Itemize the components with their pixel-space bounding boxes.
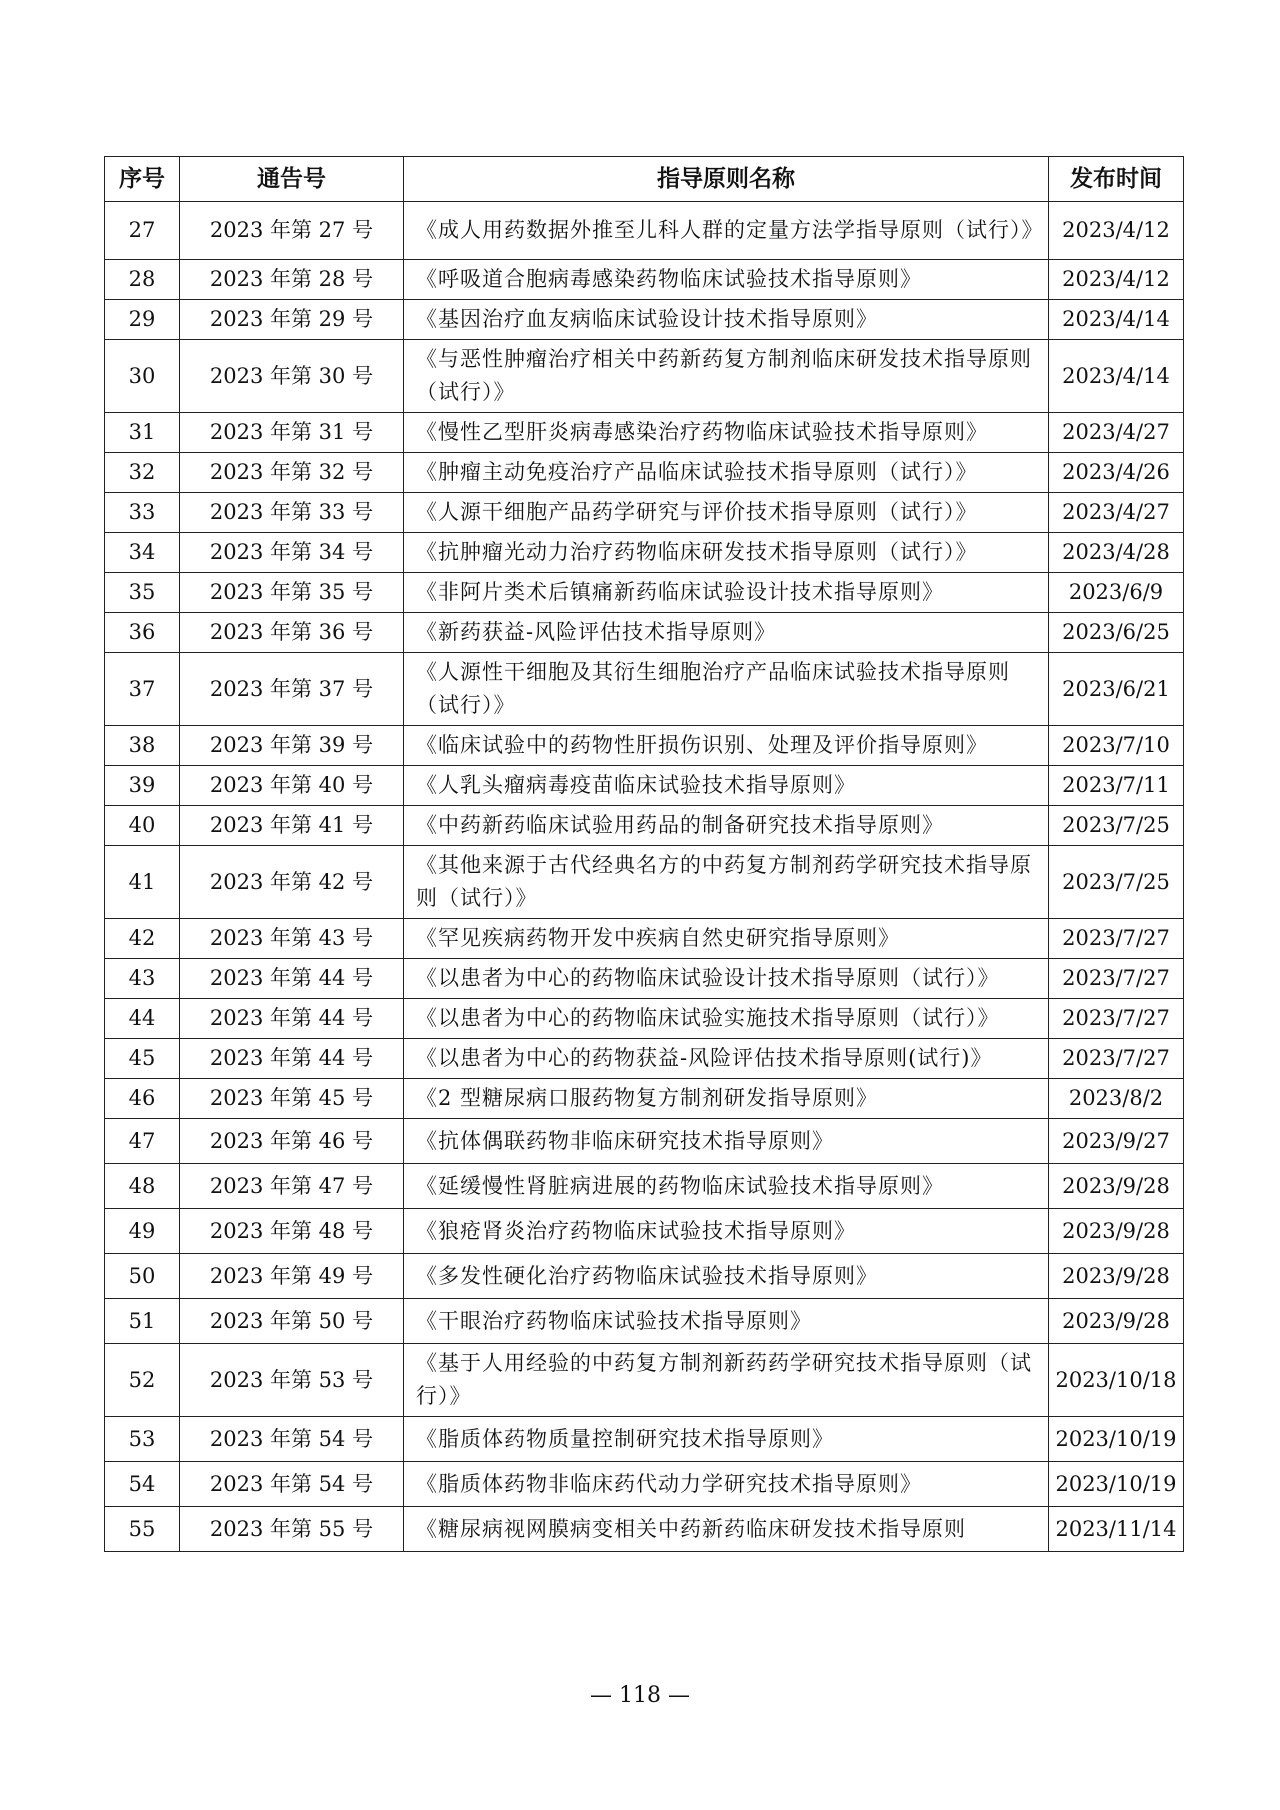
publish-date-cell: 2023/4/14 — [1049, 340, 1184, 413]
table-row — [105, 493, 1184, 533]
notice-number-cell: 2023 年第 55 号 — [180, 1507, 404, 1552]
table-row — [105, 653, 1184, 726]
notice-number-cell: 2023 年第 42 号 — [180, 846, 404, 919]
serial-number-cell: 48 — [105, 1164, 180, 1209]
publish-date-cell: 2023/4/14 — [1049, 300, 1184, 340]
publish-date-cell: 2023/4/12 — [1049, 260, 1184, 300]
publish-date-cell: 2023/4/12 — [1049, 202, 1184, 260]
table-row — [105, 1417, 1184, 1462]
publish-date-cell: 2023/7/27 — [1049, 999, 1184, 1039]
serial-number-cell: 41 — [105, 846, 180, 919]
notice-number-cell: 2023 年第 32 号 — [180, 453, 404, 493]
publish-date-cell: 2023/7/11 — [1049, 766, 1184, 806]
serial-number-cell: 32 — [105, 453, 180, 493]
serial-number-cell: 54 — [105, 1462, 180, 1507]
table-row — [105, 1462, 1184, 1507]
serial-number-cell: 36 — [105, 613, 180, 653]
guideline-name-cell: 《脂质体药物非临床药代动力学研究技术指导原则》 — [404, 1462, 1049, 1507]
notice-number-cell: 2023 年第 37 号 — [180, 653, 404, 726]
notice-number-cell: 2023 年第 45 号 — [180, 1079, 404, 1119]
guideline-name-cell: 《抗肿瘤光动力治疗药物临床研发技术指导原则（试行）》 — [404, 533, 1049, 573]
serial-number-cell: 27 — [105, 202, 180, 260]
header-serial-number: 序号 — [105, 157, 180, 202]
serial-number-cell: 55 — [105, 1507, 180, 1552]
publish-date-cell: 2023/4/27 — [1049, 413, 1184, 453]
publish-date-cell: 2023/9/28 — [1049, 1164, 1184, 1209]
serial-number-cell: 53 — [105, 1417, 180, 1462]
publish-date-cell: 2023/4/27 — [1049, 493, 1184, 533]
publish-date-cell: 2023/7/27 — [1049, 919, 1184, 959]
notice-number-cell: 2023 年第 54 号 — [180, 1462, 404, 1507]
table-row — [105, 202, 1184, 260]
table-row — [105, 1079, 1184, 1119]
publish-date-cell: 2023/11/14 — [1049, 1507, 1184, 1552]
header-publish-date: 发布时间 — [1049, 157, 1184, 202]
guideline-name-cell: 《基于人用经验的中药复方制剂新药药学研究技术指导原则（试行）》 — [404, 1344, 1049, 1417]
notice-number-cell: 2023 年第 53 号 — [180, 1344, 404, 1417]
guideline-name-cell: 《人源性干细胞及其衍生细胞治疗产品临床试验技术指导原则（试行）》 — [404, 653, 1049, 726]
guideline-name-cell: 《糖尿病视网膜病变相关中药新药临床研发技术指导原则 — [404, 1507, 1049, 1552]
page-number: — 118 — — [590, 1683, 690, 1708]
guideline-name-cell: 《临床试验中的药物性肝损伤识别、处理及评价指导原则》 — [404, 726, 1049, 766]
notice-number-cell: 2023 年第 44 号 — [180, 1039, 404, 1079]
guideline-name-cell: 《以患者为中心的药物临床试验实施技术指导原则（试行）》 — [404, 999, 1049, 1039]
serial-number-cell: 33 — [105, 493, 180, 533]
table-row — [105, 766, 1184, 806]
header-guideline-name: 指导原则名称 — [404, 157, 1049, 202]
serial-number-cell: 35 — [105, 573, 180, 613]
serial-number-cell: 37 — [105, 653, 180, 726]
notice-number-cell: 2023 年第 43 号 — [180, 919, 404, 959]
notice-number-cell: 2023 年第 27 号 — [180, 202, 404, 260]
table-header-row — [105, 157, 1184, 202]
publish-date-cell: 2023/7/25 — [1049, 806, 1184, 846]
guideline-name-cell: 《以患者为中心的药物获益-风险评估技术指导原则(试行)》 — [404, 1039, 1049, 1079]
publish-date-cell: 2023/9/28 — [1049, 1254, 1184, 1299]
serial-number-cell: 30 — [105, 340, 180, 413]
notice-number-cell: 2023 年第 40 号 — [180, 766, 404, 806]
guideline-name-cell: 《人源干细胞产品药学研究与评价技术指导原则（试行）》 — [404, 493, 1049, 533]
publish-date-cell: 2023/6/21 — [1049, 653, 1184, 726]
serial-number-cell: 42 — [105, 919, 180, 959]
table-row — [105, 806, 1184, 846]
publish-date-cell: 2023/8/2 — [1049, 1079, 1184, 1119]
notice-number-cell: 2023 年第 44 号 — [180, 959, 404, 999]
table-row — [105, 533, 1184, 573]
guideline-name-cell: 《肿瘤主动免疫治疗产品临床试验技术指导原则（试行）》 — [404, 453, 1049, 493]
guideline-name-cell: 《延缓慢性肾脏病进展的药物临床试验技术指导原则》 — [404, 1164, 1049, 1209]
table-row — [105, 1299, 1184, 1344]
table-row — [105, 453, 1184, 493]
guideline-name-cell: 《以患者为中心的药物临床试验设计技术指导原则（试行）》 — [404, 959, 1049, 999]
table-row — [105, 1119, 1184, 1164]
table-row — [105, 919, 1184, 959]
publish-date-cell: 2023/7/27 — [1049, 1039, 1184, 1079]
serial-number-cell: 46 — [105, 1079, 180, 1119]
publish-date-cell: 2023/4/28 — [1049, 533, 1184, 573]
guideline-name-cell: 《多发性硬化治疗药物临床试验技术指导原则》 — [404, 1254, 1049, 1299]
serial-number-cell: 44 — [105, 999, 180, 1039]
serial-number-cell: 45 — [105, 1039, 180, 1079]
publish-date-cell: 2023/6/25 — [1049, 613, 1184, 653]
guideline-name-cell: 《脂质体药物质量控制研究技术指导原则》 — [404, 1417, 1049, 1462]
serial-number-cell: 52 — [105, 1344, 180, 1417]
publish-date-cell: 2023/10/19 — [1049, 1417, 1184, 1462]
publish-date-cell: 2023/9/28 — [1049, 1299, 1184, 1344]
table-row — [105, 573, 1184, 613]
header-notice-number: 通告号 — [180, 157, 404, 202]
table-row — [105, 1507, 1184, 1552]
serial-number-cell: 50 — [105, 1254, 180, 1299]
publish-date-cell: 2023/7/10 — [1049, 726, 1184, 766]
notice-number-cell: 2023 年第 49 号 — [180, 1254, 404, 1299]
guideline-name-cell: 《基因治疗血友病临床试验设计技术指导原则》 — [404, 300, 1049, 340]
guideline-name-cell: 《慢性乙型肝炎病毒感染治疗药物临床试验技术指导原则》 — [404, 413, 1049, 453]
guideline-name-cell: 《人乳头瘤病毒疫苗临床试验技术指导原则》 — [404, 766, 1049, 806]
guideline-name-cell: 《中药新药临床试验用药品的制备研究技术指导原则》 — [404, 806, 1049, 846]
serial-number-cell: 40 — [105, 806, 180, 846]
guideline-name-cell: 《狼疮肾炎治疗药物临床试验技术指导原则》 — [404, 1209, 1049, 1254]
guideline-name-cell: 《与恶性肿瘤治疗相关中药新药复方制剂临床研发技术指导原则（试行）》 — [404, 340, 1049, 413]
table-row — [105, 300, 1184, 340]
serial-number-cell: 51 — [105, 1299, 180, 1344]
table-row — [105, 1039, 1184, 1079]
publish-date-cell: 2023/9/27 — [1049, 1119, 1184, 1164]
table-row — [105, 260, 1184, 300]
publish-date-cell: 2023/7/27 — [1049, 959, 1184, 999]
guidelines-table — [104, 156, 1184, 1552]
table-row — [105, 340, 1184, 413]
table-row — [105, 1209, 1184, 1254]
notice-number-cell: 2023 年第 41 号 — [180, 806, 404, 846]
table-row — [105, 726, 1184, 766]
publish-date-cell: 2023/9/28 — [1049, 1209, 1184, 1254]
notice-number-cell: 2023 年第 29 号 — [180, 300, 404, 340]
notice-number-cell: 2023 年第 35 号 — [180, 573, 404, 613]
table-row — [105, 999, 1184, 1039]
guideline-name-cell: 《新药获益-风险评估技术指导原则》 — [404, 613, 1049, 653]
notice-number-cell: 2023 年第 34 号 — [180, 533, 404, 573]
serial-number-cell: 29 — [105, 300, 180, 340]
guideline-name-cell: 《2 型糖尿病口服药物复方制剂研发指导原则》 — [404, 1079, 1049, 1119]
publish-date-cell: 2023/4/26 — [1049, 453, 1184, 493]
guideline-name-cell: 《干眼治疗药物临床试验技术指导原则》 — [404, 1299, 1049, 1344]
guideline-name-cell: 《成人用药数据外推至儿科人群的定量方法学指导原则（试行）》 — [404, 202, 1049, 260]
guideline-name-cell: 《抗体偶联药物非临床研究技术指导原则》 — [404, 1119, 1049, 1164]
guideline-name-cell: 《罕见疾病药物开发中疾病自然史研究指导原则》 — [404, 919, 1049, 959]
publish-date-cell: 2023/10/18 — [1049, 1344, 1184, 1417]
notice-number-cell: 2023 年第 28 号 — [180, 260, 404, 300]
serial-number-cell: 38 — [105, 726, 180, 766]
publish-date-cell: 2023/7/25 — [1049, 846, 1184, 919]
notice-number-cell: 2023 年第 48 号 — [180, 1209, 404, 1254]
serial-number-cell: 47 — [105, 1119, 180, 1164]
notice-number-cell: 2023 年第 54 号 — [180, 1417, 404, 1462]
publish-date-cell: 2023/6/9 — [1049, 573, 1184, 613]
publish-date-cell: 2023/10/19 — [1049, 1462, 1184, 1507]
notice-number-cell: 2023 年第 36 号 — [180, 613, 404, 653]
guideline-name-cell: 《其他来源于古代经典名方的中药复方制剂药学研究技术指导原则（试行）》 — [404, 846, 1049, 919]
notice-number-cell: 2023 年第 31 号 — [180, 413, 404, 453]
notice-number-cell: 2023 年第 33 号 — [180, 493, 404, 533]
notice-number-cell: 2023 年第 30 号 — [180, 340, 404, 413]
serial-number-cell: 43 — [105, 959, 180, 999]
serial-number-cell: 28 — [105, 260, 180, 300]
serial-number-cell: 34 — [105, 533, 180, 573]
notice-number-cell: 2023 年第 46 号 — [180, 1119, 404, 1164]
notice-number-cell: 2023 年第 47 号 — [180, 1164, 404, 1209]
notice-number-cell: 2023 年第 44 号 — [180, 999, 404, 1039]
serial-number-cell: 31 — [105, 413, 180, 453]
table-row — [105, 1164, 1184, 1209]
table-row — [105, 613, 1184, 653]
table-row — [105, 1344, 1184, 1417]
notice-number-cell: 2023 年第 50 号 — [180, 1299, 404, 1344]
table-row — [105, 413, 1184, 453]
notice-number-cell: 2023 年第 39 号 — [180, 726, 404, 766]
guideline-name-cell: 《呼吸道合胞病毒感染药物临床试验技术指导原则》 — [404, 260, 1049, 300]
table-row — [105, 1254, 1184, 1299]
table-row — [105, 846, 1184, 919]
table-row — [105, 959, 1184, 999]
serial-number-cell: 49 — [105, 1209, 180, 1254]
guideline-name-cell: 《非阿片类术后镇痛新药临床试验设计技术指导原则》 — [404, 573, 1049, 613]
serial-number-cell: 39 — [105, 766, 180, 806]
